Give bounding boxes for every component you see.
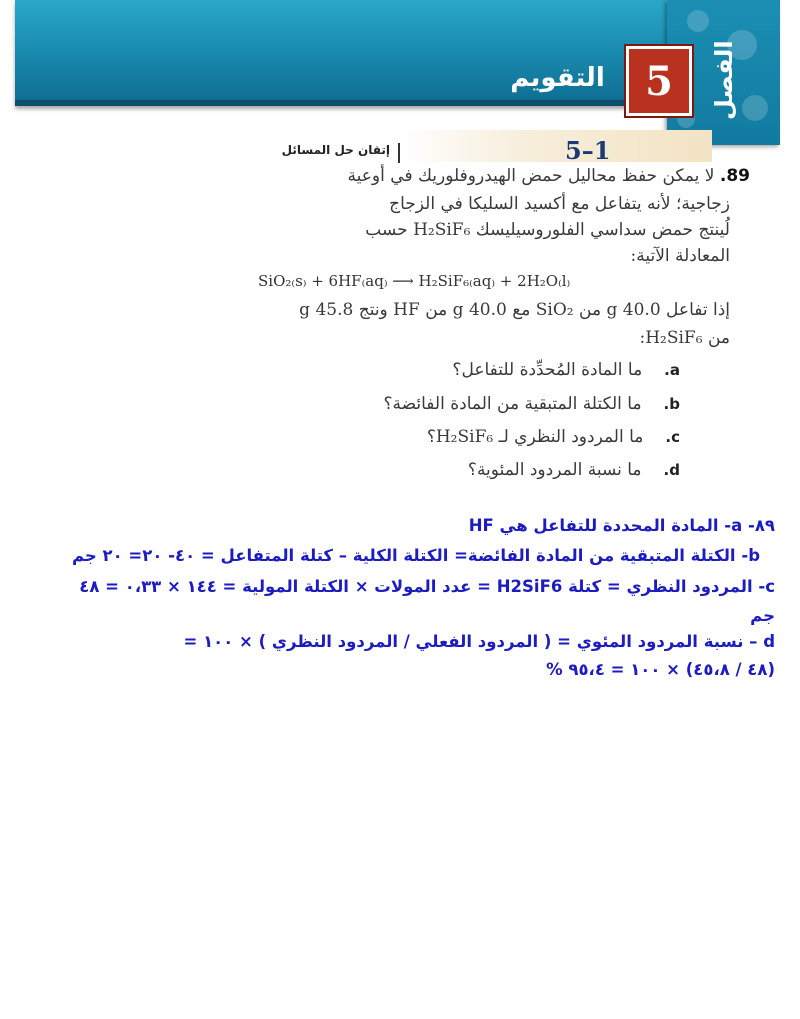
question-text: ما المادة المُحدِّدة للتفاعل؟ — [452, 360, 643, 380]
answer-c: c- المردود النظري = كتلة H2SiF6 = عدد المولات × الكتلة المولية = ١٤٤ × ٠،٣٣ = ٤٨ — [79, 577, 775, 596]
question-b — [384, 394, 680, 414]
question-a — [452, 360, 680, 380]
problem-line-4: المعادلة الآتية: — [630, 246, 730, 266]
section-code: 5–1 — [565, 136, 611, 165]
question-d — [468, 460, 680, 480]
question-c — [427, 427, 680, 447]
section-tab — [400, 130, 712, 162]
question-letter: a. — [664, 361, 680, 379]
chapter-label: الفصل — [710, 40, 738, 120]
section-title: التقويم — [510, 63, 605, 93]
problem-text-1: لا يمكن حفظ محاليل حمض الهيدروفلوريك في أوعية — [347, 166, 715, 186]
problem-line-1 — [140, 166, 750, 186]
problem-line-5: إذا تفاعل 40.0 g من SiO₂ مع 40.0 g من HF ونتج 45.8 g — [299, 300, 730, 320]
chapter-number: 5 — [626, 46, 692, 116]
answer-a: ٨٩- a- المادة المحددة للتفاعل هي HF — [468, 516, 775, 535]
section-subtitle: إتقان حل المسائل — [250, 143, 400, 163]
answer-d: d – نسبة المردود المئوي = ( المردود الفعلي / المردود النظري ) × ١٠٠ = — [183, 632, 775, 651]
question-text: ما المردود النظري لـ H₂SiF₆؟ — [426, 427, 644, 447]
answer-c-unit: جم — [750, 606, 775, 625]
answer-d-calc: (٤٨ / ٤٥،٨) × ١٠٠ = ٩٥،٤ % — [546, 660, 775, 679]
question-text: ما الكتلة المتبقية من المادة الفائضة؟ — [383, 394, 642, 414]
problem-line-3: لُينتج حمض سداسي الفلوروسيليسك H₂SiF₆ حسب — [365, 220, 730, 240]
answer-b: b- الكتلة المتبقية من المادة الفائضة= الكتلة الكلية – كتلة المتفاعل = ٤٠- ٢٠= ٢٠ جم — [71, 546, 760, 565]
chemical-equation: SiO₂₍s₎ + 6HF₍aq₎ ⟶ H₂SiF₆₍aq₎ + 2H₂O₍l₎ — [258, 272, 571, 290]
question-text: ما نسبة المردود المئوية؟ — [467, 460, 642, 480]
question-letter: b. — [663, 395, 680, 413]
problem-line-6: من H₂SiF₆: — [639, 328, 730, 348]
problem-number: 89. — [719, 166, 750, 186]
question-letter: c. — [665, 428, 680, 446]
problem-line-2: زجاجية؛ لأنه يتفاعل مع أكسيد السليكا في الزجاج — [389, 194, 730, 214]
question-letter: d. — [663, 461, 680, 479]
